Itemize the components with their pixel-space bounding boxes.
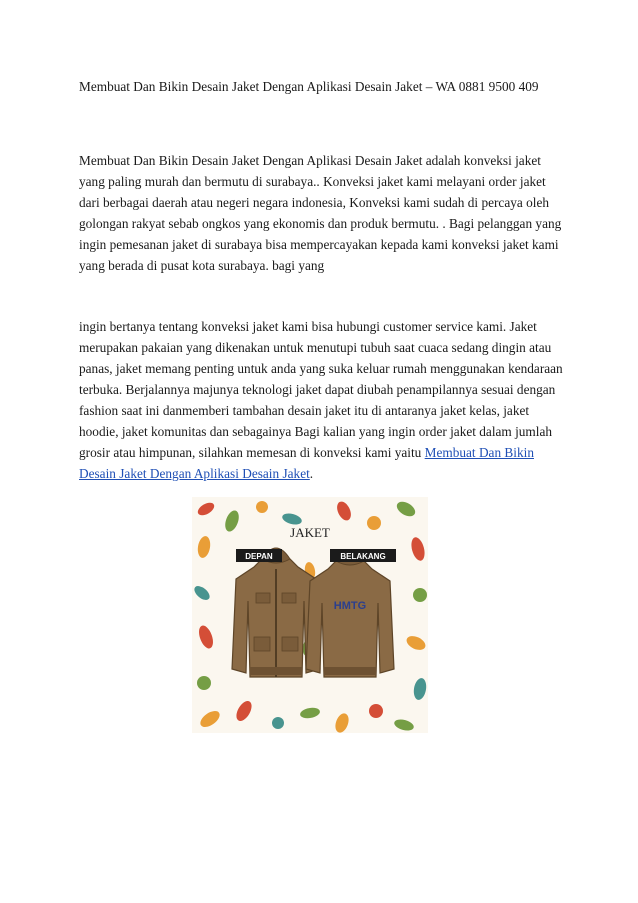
intro-paragraph: Membuat Dan Bikin Desain Jaket Dengan Aplikasi Desain Jaket adalah konveksi jaket yang paling murah dan bermutu di surabaya.. Konveksi jaket kami melayani order jaket dari berbagai daerah atau negeri negara indonesia, Konveksi kami sudah di percaya oleh golongan rakyat sebab ongkos yang ekonomis dan produk bermutu. . Bagi pelanggan yang ingin pemesanan jaket di surabaya bisa mempercayakan kepada kami konveksi jaket kami yang berada di pusat kota surabaya. bagi yang	[79, 153, 562, 273]
back-label: BELAKANG	[340, 552, 386, 561]
back-print: HMTG	[333, 600, 367, 612]
body-text: ingin bertanya tentang konveksi jaket kami bisa hubungi customer service kami. Jaket merupakan pakaian yang dikenakan untuk menutupi tubuh saat cuaca sedang dingin atau panas, jaket memang penting untuk anda yang suka keluar rumah menggunakan kendaraan terbuka. Berjalannya majunya teknologi jaket dapat diubah penampilannya sesuai dengan fashion saat ini danmemberi tambahan desain jaket itu di antaranya jaket kelas, jaket hoodie, jaket komunitas dan sebagainya Bagi kalian yang ingin order jaket dalam jumlah grosir atau himpunan, silahkan memesan di konveksi kami yaitu	[79, 319, 563, 460]
body-end: .	[309, 466, 314, 481]
figure-heading: JAKET	[290, 525, 330, 540]
jacket-illustration	[192, 497, 428, 733]
jacket-product-image	[192, 497, 428, 733]
title-paragraph: Membuat Dan Bikin Desain Jaket Dengan Aplikasi Desain Jaket – WA 0881 9500 409	[79, 79, 539, 94]
article-link[interactable]: Membuat Dan Bikin Desain Jaket Dengan Aplikasi Desain Jaket	[79, 445, 534, 481]
body-paragraph	[79, 316, 565, 484]
front-label: DEPAN	[245, 552, 273, 561]
